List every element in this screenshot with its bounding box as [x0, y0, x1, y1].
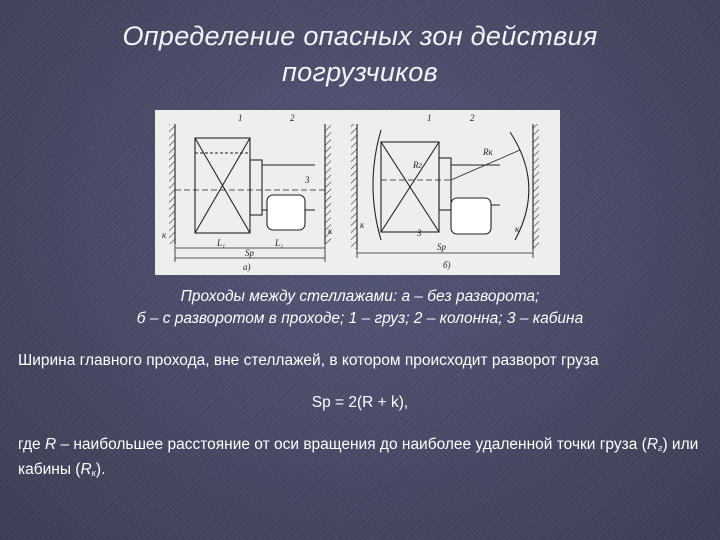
svg-text:2: 2	[470, 113, 475, 123]
svg-text:L₂: L₂	[275, 238, 284, 248]
svg-text:Sp: Sp	[245, 248, 254, 258]
def-text-3: ) или кабины (	[18, 436, 699, 478]
svg-text:2: 2	[290, 113, 295, 123]
def-text-2: – наибольшее расстояние от оси вращения до наиболее удаленной точки груза (	[56, 436, 647, 453]
svg-text:L₁: L₁	[217, 238, 226, 248]
caption-line-2: б – с разворотом в проходе; 1 – груз; 2 – колонна; 3 – кабина	[136, 310, 584, 327]
formula: Sp = 2(R + k),	[311, 394, 409, 411]
symbol-r: R	[44, 436, 57, 453]
cabin-a	[267, 195, 305, 230]
mast-b	[439, 158, 451, 210]
rack-right-b	[533, 124, 539, 249]
main-aisle-text: Ширина главного прохода, вне стеллажей, в котором происходит разворот груза	[18, 352, 599, 369]
symbol-rk: $R_к$	[80, 461, 96, 478]
def-text-1: где	[18, 436, 45, 453]
mast-a	[250, 160, 262, 215]
svg-text:к: к	[515, 224, 520, 234]
svg-text:к: к	[162, 230, 167, 240]
slide-title	[40, 18, 680, 90]
svg-text:1: 1	[427, 113, 432, 123]
title-line-1: Определение опасных зон действия	[122, 21, 598, 51]
svg-text:3: 3	[417, 228, 422, 238]
aisle-diagram	[155, 110, 560, 275]
diagram-b	[351, 113, 539, 270]
svg-text:Rг: Rг	[413, 160, 423, 170]
svg-text:к: к	[360, 220, 365, 230]
rack-left-b	[351, 124, 357, 249]
svg-text:к: к	[328, 226, 333, 236]
svg-text:б): б)	[443, 260, 451, 270]
swing-arc-right	[510, 132, 529, 240]
swing-arc-left	[373, 130, 381, 240]
def-text-4: ).	[95, 461, 106, 478]
cabin-b	[451, 198, 491, 234]
caption-line-1: Проходы между стеллажами: а – без разворота;	[180, 288, 540, 305]
figure-caption	[30, 286, 690, 330]
rack-left-a	[169, 124, 175, 244]
svg-text:Sp: Sp	[437, 242, 446, 252]
symbol-rg: $R_г$	[646, 436, 663, 453]
svg-text:Rк: Rк	[483, 147, 493, 157]
svg-text:1: 1	[238, 113, 243, 123]
definition-text	[18, 434, 708, 484]
svg-text:3: 3	[305, 175, 310, 185]
svg-text:a): a)	[243, 262, 251, 272]
title-line-2: погрузчиков	[282, 57, 438, 87]
diagram-a	[162, 113, 333, 272]
